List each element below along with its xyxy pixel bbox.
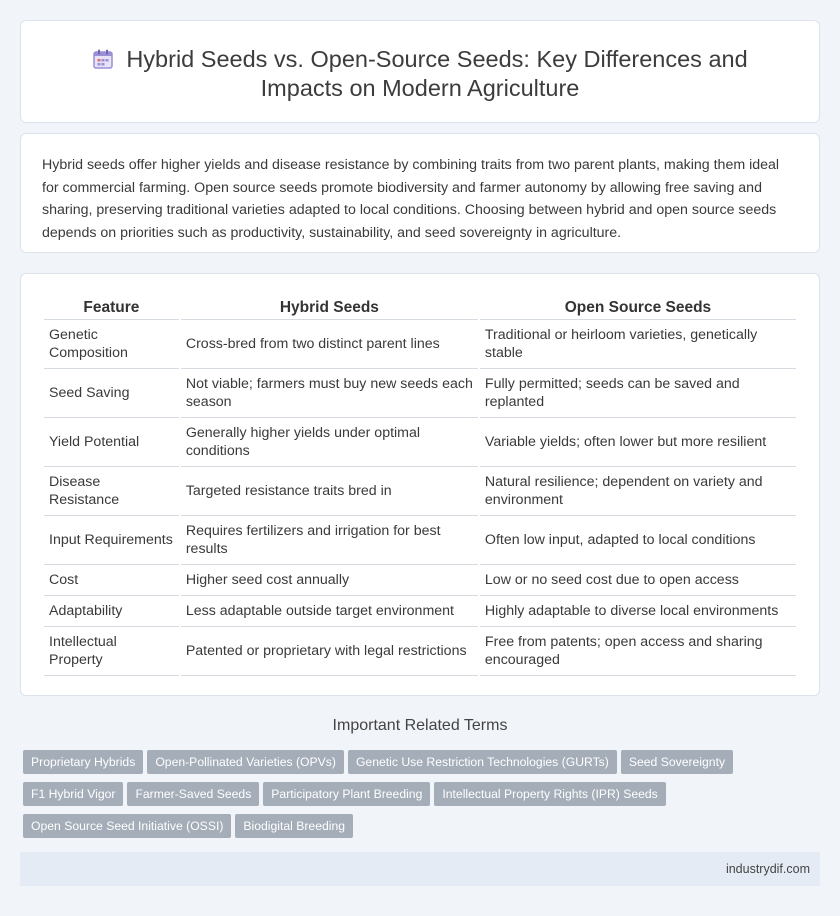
- open-source-cell: Variable yields; often lower but more resilient: [480, 418, 796, 467]
- table-row: [44, 627, 796, 676]
- hybrid-cell: Targeted resistance traits bred in: [181, 467, 478, 516]
- table-header-row: [44, 293, 796, 320]
- tag-open-pollinated-varieties[interactable]: Open-Pollinated Varieties (OPVs): [147, 750, 344, 774]
- comparison-card: [20, 273, 820, 696]
- comparison-table: [42, 293, 798, 676]
- header-hybrid-seeds: Hybrid Seeds: [181, 293, 478, 320]
- feature-cell: Seed Saving: [44, 369, 179, 418]
- open-source-cell: Free from patents; open access and sharing encouraged: [480, 627, 796, 676]
- tag-row: [23, 782, 793, 814]
- open-source-cell: Traditional or heirloom varieties, genetically stable: [480, 320, 796, 369]
- table-row: [44, 369, 796, 418]
- table-row: [44, 467, 796, 516]
- tag-gurts[interactable]: Genetic Use Restriction Technologies (GURTs): [348, 750, 617, 774]
- footer: [20, 852, 820, 886]
- tag-row: [23, 814, 793, 846]
- hybrid-cell: Requires fertilizers and irrigation for best results: [181, 516, 478, 565]
- header-feature: Feature: [44, 293, 179, 320]
- hybrid-cell: Less adaptable outside target environment: [181, 596, 478, 627]
- title-line-2: Impacts on Modern Agriculture: [260, 75, 580, 101]
- title-line-1: Hybrid Seeds vs. Open-Source Seeds: Key Differences and: [126, 46, 748, 72]
- header-open-source-seeds: Open Source Seeds: [480, 293, 796, 320]
- open-source-cell: Fully permitted; seeds can be saved and replanted: [480, 369, 796, 418]
- table-row: [44, 516, 796, 565]
- tag-f1-hybrid-vigor[interactable]: F1 Hybrid Vigor: [23, 782, 123, 806]
- related-terms-list: [23, 750, 793, 846]
- open-source-cell: Low or no seed cost due to open access: [480, 565, 796, 596]
- hybrid-cell: Not viable; farmers must buy new seeds each season: [181, 369, 478, 418]
- footer-site-name: industrydif.com: [725, 862, 810, 876]
- intro-paragraph: Hybrid seeds offer higher yields and disease resistance by combining traits from two parent plants, making them ideal for commercial farming. Open source seeds promote biodiversity and farmer autonomy by allowing free saving and sharing, preserving traditional varieties adapted to local conditions. Choosing between hybrid and open source seeds depends on priorities such as productivity, sustainability, and seed sovereignty in agriculture.: [42, 157, 780, 241]
- open-source-cell: Highly adaptable to diverse local environments: [480, 596, 796, 627]
- tag-row: [23, 750, 793, 782]
- feature-cell: Cost: [44, 565, 179, 596]
- feature-cell: Disease Resistance: [44, 467, 179, 516]
- feature-cell: Yield Potential: [44, 418, 179, 467]
- title-card: [20, 20, 820, 123]
- tag-seed-sovereignty[interactable]: Seed Sovereignty: [621, 750, 733, 774]
- tag-farmer-saved-seeds[interactable]: Farmer-Saved Seeds: [127, 782, 259, 806]
- tag-ipr-seeds[interactable]: Intellectual Property Rights (IPR) Seeds: [434, 782, 665, 806]
- calendar-icon: [92, 48, 114, 70]
- hybrid-cell: Patented or proprietary with legal restrictions: [181, 627, 478, 676]
- related-terms-heading: Important Related Terms: [332, 717, 508, 734]
- table-row: [44, 596, 796, 627]
- hybrid-cell: Cross-bred from two distinct parent lines: [181, 320, 478, 369]
- hybrid-cell: Higher seed cost annually: [181, 565, 478, 596]
- feature-cell: Genetic Composition: [44, 320, 179, 369]
- open-source-cell: Often low input, adapted to local conditions: [480, 516, 796, 565]
- open-source-cell: Natural resilience; dependent on variety and environment: [480, 467, 796, 516]
- feature-cell: Intellectual Property: [44, 627, 179, 676]
- tag-participatory-plant-breeding[interactable]: Participatory Plant Breeding: [263, 782, 430, 806]
- table-row: [44, 418, 796, 467]
- table-row: [44, 565, 796, 596]
- tag-biodigital-breeding[interactable]: Biodigital Breeding: [235, 814, 353, 838]
- table-row: [44, 320, 796, 369]
- tag-ossi[interactable]: Open Source Seed Initiative (OSSI): [23, 814, 231, 838]
- tag-proprietary-hybrids[interactable]: Proprietary Hybrids: [23, 750, 143, 774]
- feature-cell: Adaptability: [44, 596, 179, 627]
- feature-cell: Input Requirements: [44, 516, 179, 565]
- intro-card: [20, 133, 820, 253]
- page-title: [21, 45, 819, 103]
- hybrid-cell: Generally higher yields under optimal conditions: [181, 418, 478, 467]
